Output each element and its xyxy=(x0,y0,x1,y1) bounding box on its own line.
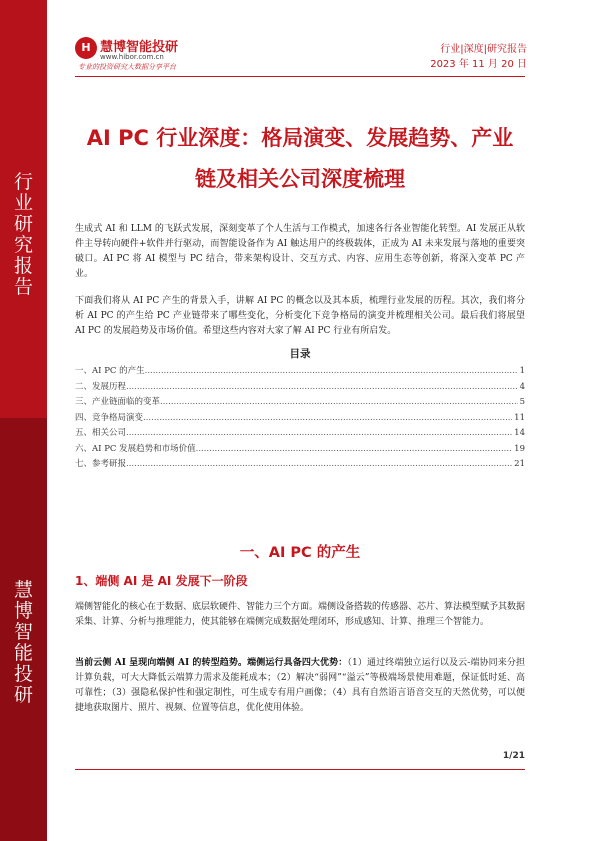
logo-url: www.hibor.com.cn xyxy=(100,53,164,61)
toc-item-label: 四、竞争格局演变 xyxy=(75,412,144,423)
toc-item-label: 三、产业链面临的变革 xyxy=(75,397,161,407)
toc-item-page: 5 xyxy=(519,397,525,407)
toc-item[interactable] xyxy=(75,364,525,380)
toc-leader-dots xyxy=(126,457,512,473)
sidebar-report-category: 行 业 研 究 报 告 xyxy=(13,171,33,298)
toc-item[interactable] xyxy=(75,442,525,458)
logo-name: 慧博智能投研 xyxy=(100,40,179,55)
section-paragraph-2-lead: 当前云侧 AI 呈现向端侧 AI 的转型趋势。端侧运行具备四大优势： xyxy=(75,658,348,668)
toc-leader-dots xyxy=(160,395,518,411)
page-number: 1/21 xyxy=(502,751,525,761)
logo-slogan: 专业的投资研究大数据分享平台 xyxy=(78,63,176,71)
brand-logo[interactable] xyxy=(75,34,180,74)
toc-item-page: 11 xyxy=(514,412,525,423)
sidebar xyxy=(0,0,47,841)
header-meta xyxy=(430,42,527,72)
report-date: 2023 年 11 月 20 日 xyxy=(430,59,527,70)
toc-item[interactable] xyxy=(75,426,525,442)
intro-paragraph-2: 下面我们将从 AI PC 产生的背景入手，讲解 AI PC 的概念以及其本质，梳理行业发展的历程。其次，我们将分析 AI PC 的产生给 PC 产业链带来了哪些变化，分析变化下竞争格局的演变并梳理相关公司。最后我们将展望 AI PC 的发展趋势及市场价值。希望这些内容对大家了解 AI PC 行业有所启发。 xyxy=(75,296,525,336)
toc-item-label: 七、参考研报 xyxy=(75,459,127,469)
sidebar-brand-label: 慧 博 智 能 投 研 xyxy=(13,579,33,706)
toc-item-label: 六、AI PC 发展趋势和市场价值 xyxy=(75,443,196,454)
report-title-line-1: AI PC 行业深度：格局演变、发展趋势、产业 xyxy=(86,126,514,150)
toc-item[interactable] xyxy=(75,411,525,427)
report-title xyxy=(75,118,525,200)
toc-leader-dots xyxy=(145,364,518,380)
report-type: 行业|深度|研究报告 xyxy=(440,44,527,55)
toc-item[interactable] xyxy=(75,395,525,411)
section-heading: 一、AI PC 的产生 xyxy=(239,545,361,561)
toc-leader-dots xyxy=(196,442,513,458)
toc-item-page: 14 xyxy=(514,428,525,438)
toc-item-label: 一、AI PC 的产生 xyxy=(75,366,145,376)
report-title-line-2: 链及相关公司深度梳理 xyxy=(195,167,405,191)
subsection-heading: 1、端侧 AI 是 AI 发展下一阶段 xyxy=(75,574,248,588)
toc-item-label: 五、相关公司 xyxy=(75,428,127,438)
toc-leader-dots xyxy=(126,426,512,442)
toc-leader-dots xyxy=(126,380,518,396)
section-paragraph-2 xyxy=(75,656,525,716)
toc-item[interactable] xyxy=(75,457,525,473)
toc-title: 目录 xyxy=(289,348,311,360)
toc-item[interactable] xyxy=(75,380,525,396)
toc-item-page: 1 xyxy=(519,366,525,376)
toc-leader-dots xyxy=(143,411,512,427)
footer-divider xyxy=(75,769,525,770)
header-divider xyxy=(75,76,525,77)
toc-item-page: 19 xyxy=(514,443,525,454)
section-paragraph-1: 端侧智能化的核心在于数据、底层软硬件、智能力三个方面。端侧设备搭载的传感器、芯片、算法模型赋予其数据采集、计算、分析与推理能力，使其能够在端侧完成数据处理闭环，形成感知、计算、推理三个智能力。 xyxy=(75,602,526,627)
toc-item-page: 4 xyxy=(519,381,525,392)
intro-paragraph-1: 生成式 AI 和 LLM 的飞跃式发展，深刻变革了个人生活与工作模式，加速各行各业智能化转型。AI 发展正从软件主导转向硬件+软件并行驱动，而智能设备作为 AI 触达用户的终极载体，正成为 AI 未来发展与落地的重要突破口。AI PC 将 AI 模型与 PC 结合，带来架构设计、交互方式、内容、应用生态等创新，将深入变革 PC 产业。 xyxy=(75,224,525,279)
toc-item-label: 二、发展历程 xyxy=(75,381,127,392)
toc-item-page: 21 xyxy=(514,459,525,469)
table-of-contents xyxy=(75,364,525,473)
section-paragraph-2-body: （1）通过终端独立运行以及云-端协同来分担计算负载，可大大降低云端算力需求及能耗成本；（2）解决“弱网”“溢云”等极端场景使用难题，保证低时延、高可靠性；（3）强隐私保护性和强定制性，可生成专有用户画像；（4）具有自然语言语音交互的天然优势，可以便捷地获取图片、照片、视频、位置等信息，优化使用体验。 xyxy=(75,658,525,713)
logo-icon: H xyxy=(75,37,97,59)
